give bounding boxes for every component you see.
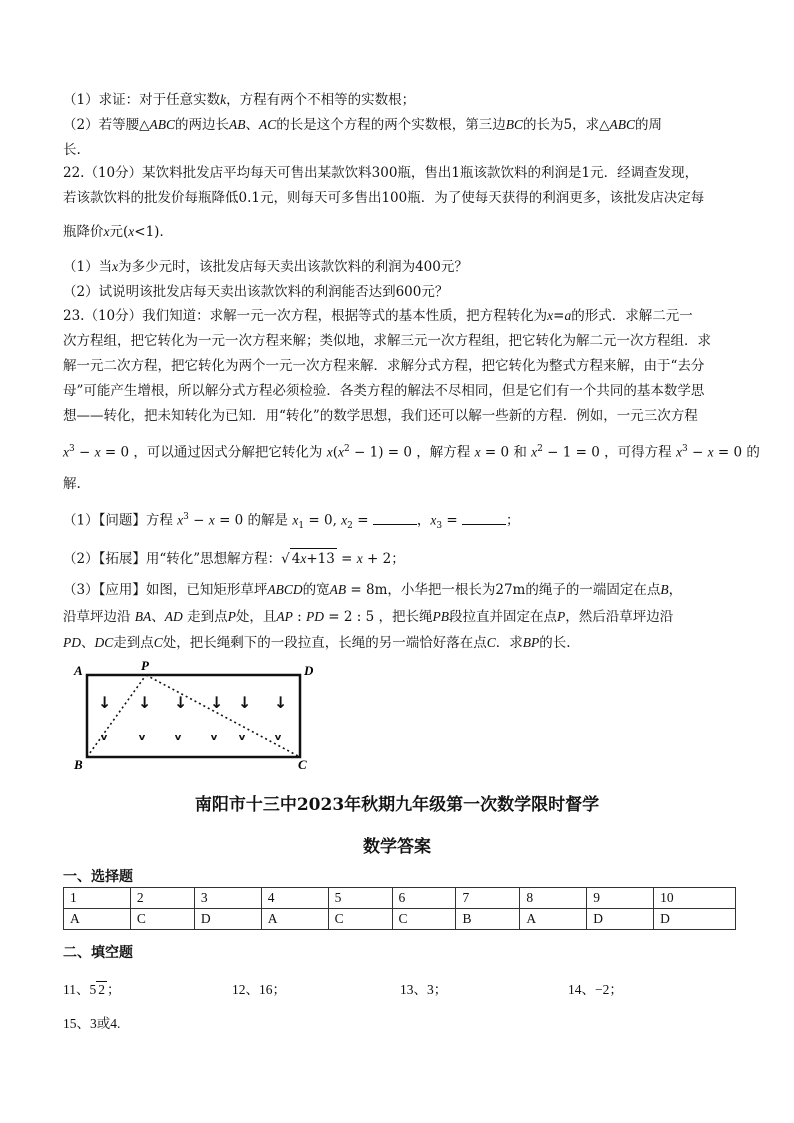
label-b: B <box>74 757 83 770</box>
q23-line7: 解. <box>63 476 81 492</box>
q23-line1: 23.（10分）我们知道：求解一元一次方程，根据等式的基本性质，把方程转化为x=a的形式．求解二元一 <box>63 308 693 324</box>
q23-line6: $x^3 - x = 0$ ，可以通过因式分解把它转化为 $x(x^2 - 1) = 0$ ，解方程 x = 0 和 $x^2 - 1 = 0$ ，可得方程 $x^3 - x = 0$ 的 <box>63 444 760 461</box>
q23-part3-line2: 沿草坪边沿 BA、AD 走到点P处，且AP : PD = 2 : 5 ，把长绳PB段拉直并固定在点P，然后沿草坪边沿 <box>63 609 674 625</box>
grass-icon: ᵥ <box>210 725 219 744</box>
question-number-cell: 10 <box>654 888 736 909</box>
answer-letter-cell: A <box>261 909 328 930</box>
answer-letter-cell: B <box>456 909 520 930</box>
question-number-cell: 8 <box>520 888 587 909</box>
grass-icon: ᵥ <box>238 725 247 744</box>
grass-icon: ↓ <box>238 693 252 712</box>
rope-pc <box>146 675 300 757</box>
lawn-rectangle <box>87 675 300 757</box>
answer-subtitle: 数学答案 <box>363 837 431 857</box>
fill-answer-12: 12、16； <box>232 982 286 997</box>
q23-part1: （1）【问题】方程 $x^3 - x = 0$ 的解是 $x_1 = 0$, $x_2$ = ，$x_3$ = ； <box>63 512 520 532</box>
answer-letter-cell: D <box>587 909 654 930</box>
choice-answer-table <box>63 887 736 930</box>
label-d: D <box>304 663 314 678</box>
answer-letter-cell: A <box>520 909 587 930</box>
question-number-cell: 9 <box>587 888 654 909</box>
label-c: C <box>298 757 307 770</box>
section-choice: 一、选择题 <box>63 869 133 885</box>
grass-icon: ᵥ <box>274 725 283 744</box>
grass-icon: ᵥ <box>138 725 147 744</box>
lawn-diagram <box>70 658 330 770</box>
answer-letter-cell: A <box>64 909 131 930</box>
answer-letter-cell: D <box>654 909 736 930</box>
question-number-cell: 5 <box>328 888 392 909</box>
grass-icon: ↓ <box>98 693 112 712</box>
fill-answer-11: 11、5 2 ； <box>63 982 121 997</box>
label-a: A <box>74 663 83 678</box>
q23-line2: 次方程组，把它转化为一元一次方程来解；类似地，求解三元一次方程组，把它转化为解二元一次方程组．求 <box>63 333 711 349</box>
q21-part2-end: 长. <box>63 142 81 158</box>
q21-part2: （2）若等腰△ABC的两边长AB、AC的长是这个方程的两个实数根，第三边BC的长为5，求△ABC的周 <box>63 117 662 133</box>
answer-letter-cell: C <box>328 909 392 930</box>
answer-letter-cell: D <box>194 909 261 930</box>
q21-part1: （1）求证：对于任意实数k，方程有两个不相等的实数根； <box>63 92 416 108</box>
q22-line2: 若该款饮料的批发价每瓶降低0.1元，则每天可多售出100瓶．为了使每天获得的利润更多，该批发店决定每 <box>63 190 705 206</box>
grass-icon: ↓ <box>274 693 288 712</box>
question-number-cell: 1 <box>64 888 131 909</box>
grass-icon: ↓ <box>138 693 152 712</box>
fill-answer-13: 13、3； <box>400 982 448 997</box>
question-number-cell: 7 <box>456 888 520 909</box>
q23-part3-line1: （3）【应用】如图，已知矩形草坪ABCD的宽AB = 8m，小华把一根长为27m的绳子的一端固定在点B， <box>63 582 683 598</box>
q23-line4: 母”可能产生增根，所以解分式方程必须检验．各类方程的解法不尽相同，但是它们有一个共同的基本数学思 <box>63 383 705 399</box>
q23-line3: 解一元二次方程，把它转化为两个一元一次方程来解．求解分式方程，把它转化为整式方程来解，由于“去分 <box>63 358 705 374</box>
grass-icon: ↓ <box>174 693 188 712</box>
question-number-cell: 6 <box>392 888 456 909</box>
q23-part2: （2）【拓展】用“转化”思想解方程：√ 4x+13 = x + 2； <box>63 548 405 569</box>
table-row-answers <box>64 909 736 930</box>
q23-part3-line3: PD、DC走到点C处，把长绳剩下的一段拉直，长绳的另一端恰好落在点C．求BP的长. <box>63 635 571 651</box>
answer-letter-cell: C <box>130 909 194 930</box>
grass-icon: ↓ <box>210 693 224 712</box>
school-title: 南阳市十三中2023年秋期九年级第一次数学限时督学 <box>194 795 600 815</box>
question-number-cell: 4 <box>261 888 328 909</box>
question-number-cell: 2 <box>130 888 194 909</box>
fill-answer-15: 15、3或4. <box>63 1016 121 1031</box>
q22-line3: 瓶降价x元(x<1)． <box>63 224 173 240</box>
grass-icon: ᵥ <box>100 725 109 744</box>
answer-letter-cell: C <box>392 909 456 930</box>
grass-icons <box>98 693 287 744</box>
rope-bp <box>87 675 146 757</box>
q22-part1: （1）当x为多少元时，该批发店每天卖出该款饮料的利润为400元？ <box>63 259 468 275</box>
q22-line1: 22.（10分）某饮料批发店平均每天可售出某款饮料300瓶，售出1瓶该款饮料的利润是1元．经调查发现， <box>63 165 699 181</box>
question-number-cell: 3 <box>194 888 261 909</box>
table-row-numbers <box>64 888 736 909</box>
section-fill: 二、填空题 <box>63 945 133 961</box>
fill-answer-14: 14、−2； <box>568 982 623 997</box>
q23-line5: 想——转化，把未知转化为已知．用“转化”的数学思想，我们还可以解一些新的方程．例如，一元三次方程 <box>63 408 698 424</box>
grass-icon: ᵥ <box>174 725 183 744</box>
label-p: P <box>141 658 149 673</box>
q22-part2: （2）试说明该批发店每天卖出该款饮料的利润能否达到600元？ <box>63 284 449 300</box>
